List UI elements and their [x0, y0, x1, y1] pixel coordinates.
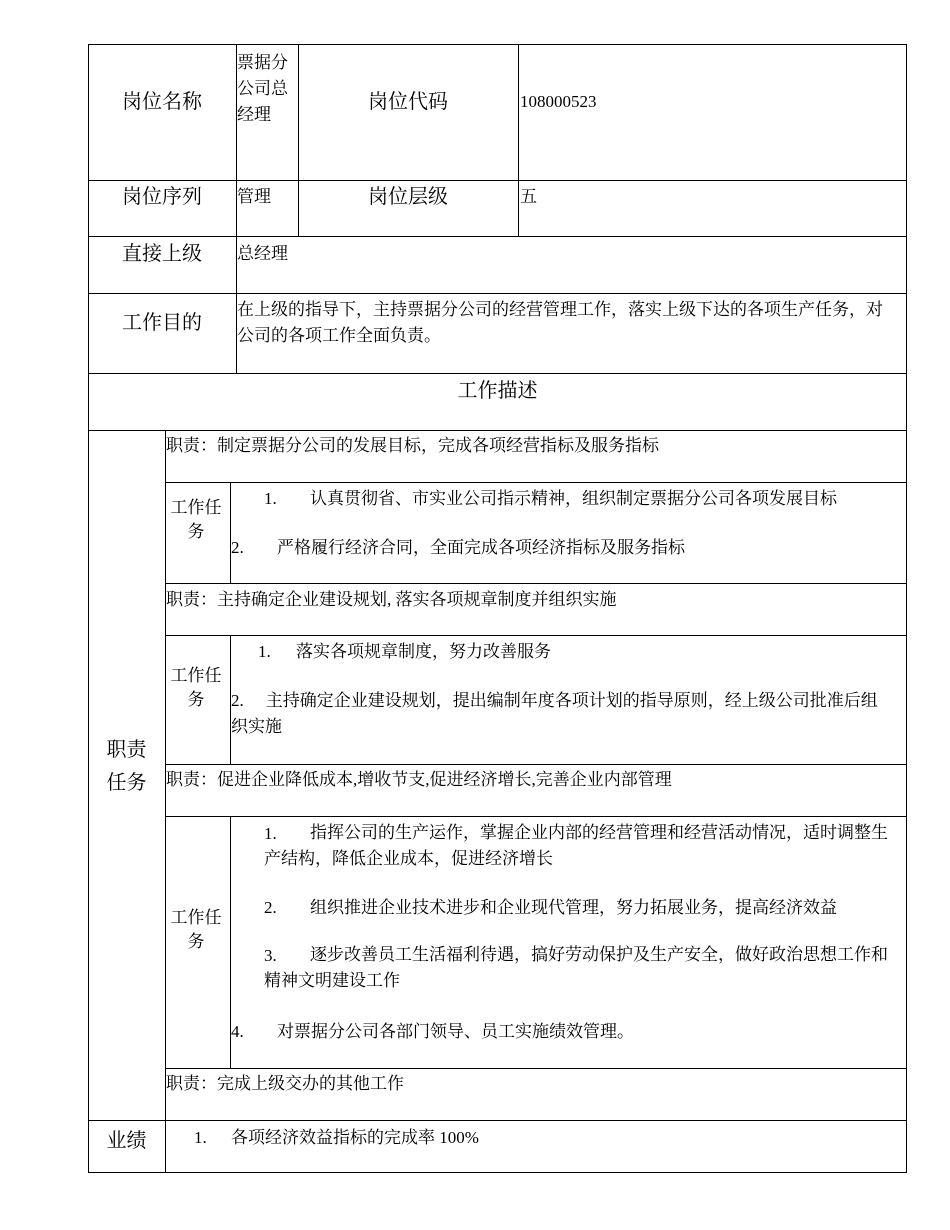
performance-number: 1. [194, 1128, 207, 1147]
task-text-content: 逐步改善员工生活福利待遇，搞好劳动保护及生产安全，做好政治思想工作和精神文明建设工作 [264, 945, 888, 990]
task-number: 1. [264, 824, 277, 843]
row-divider [88, 180, 907, 181]
task-number: 2. [264, 898, 277, 917]
task-text: 严格履行经济合同，全面完成各项经济指标及服务指标 [277, 538, 685, 557]
post-code-value: 108000523 [520, 92, 597, 111]
row-divider [165, 635, 907, 636]
row-divider [165, 764, 907, 765]
task-text: 组织推进企业技术进步和企业现代管理，努力拓展业务，提高经济效益 [310, 898, 837, 917]
table-border-left [88, 44, 89, 1173]
purpose-label: 工作目的 [122, 312, 202, 334]
post-code-label: 岗位代码 [368, 91, 448, 113]
task-number: 4. [231, 1022, 244, 1041]
row-divider [165, 816, 907, 817]
post-name-value: 票据分公司总经理 [237, 53, 288, 124]
task-label: 工作任务 [170, 666, 222, 709]
duty-title: 职责：促进企业降低成本,增收节支,促进经济增长,完善企业内部管理 [166, 770, 672, 789]
duties-label-line2: 任务 [106, 772, 147, 794]
task-text-content: 主持确定企业建设规划，提出编制年度各项计划的指导原则，经上级公司批准后组织实施 [231, 691, 878, 736]
level-label: 岗位层级 [368, 186, 448, 208]
task-text [264, 942, 894, 994]
duty-title: 职责：制定票据分公司的发展目标，完成各项经营指标及服务指标 [166, 436, 659, 455]
task-text: 落实各项规章制度，努力改善服务 [296, 642, 551, 661]
task-number: 2. [231, 691, 244, 710]
purpose-value: 在上级的指导下，主持票据分公司的经营管理工作，落实上级下达的各项生产任务，对公司的各项工作全面负责。 [237, 300, 883, 345]
task-text [231, 688, 891, 740]
level-value: 五 [520, 187, 537, 206]
col-divider [230, 482, 231, 584]
col-divider [518, 44, 519, 237]
table-border-top [88, 44, 907, 45]
duties-label-line1: 职责 [106, 739, 147, 761]
task-number: 1. [258, 642, 271, 661]
task-number: 3. [264, 946, 277, 965]
table-border-right [906, 44, 907, 1173]
row-divider [165, 482, 907, 483]
performance-label: 业绩 [106, 1130, 147, 1152]
series-value: 管理 [237, 187, 271, 206]
row-divider [88, 293, 907, 294]
performance-text: 各项经济效益指标的完成率 100% [231, 1128, 479, 1147]
row-divider [165, 1068, 907, 1069]
superior-value: 总经理 [237, 244, 288, 263]
post-name-label: 岗位名称 [122, 91, 202, 113]
duty-title: 职责：主持确定企业建设规划, 落实各项规章制度并组织实施 [166, 590, 617, 609]
task-label: 工作任务 [170, 498, 222, 541]
task-text-content: 指挥公司的生产运作，掌握企业内部的经营管理和经营活动情况，适时调整生产结构，降低企业成本，促进经济增长 [264, 823, 888, 868]
row-divider [88, 1120, 907, 1121]
row-divider [88, 236, 907, 237]
task-label: 工作任务 [170, 908, 222, 951]
task-text: 对票据分公司各部门领导、员工实施绩效管理。 [277, 1022, 634, 1041]
task-text [264, 820, 894, 872]
description-title: 工作描述 [457, 380, 538, 402]
task-number: 1. [264, 489, 277, 508]
row-divider [88, 373, 907, 374]
task-number: 2. [231, 538, 244, 557]
table-border-bottom [88, 1172, 907, 1173]
superior-label: 直接上级 [122, 243, 202, 265]
row-divider [165, 583, 907, 584]
task-text: 认真贯彻省、市实业公司指示精神，组织制定票据分公司各项发展目标 [310, 489, 837, 508]
duty-title: 职责：完成上级交办的其他工作 [166, 1074, 404, 1093]
row-divider [88, 430, 907, 431]
series-label: 岗位序列 [122, 186, 202, 208]
